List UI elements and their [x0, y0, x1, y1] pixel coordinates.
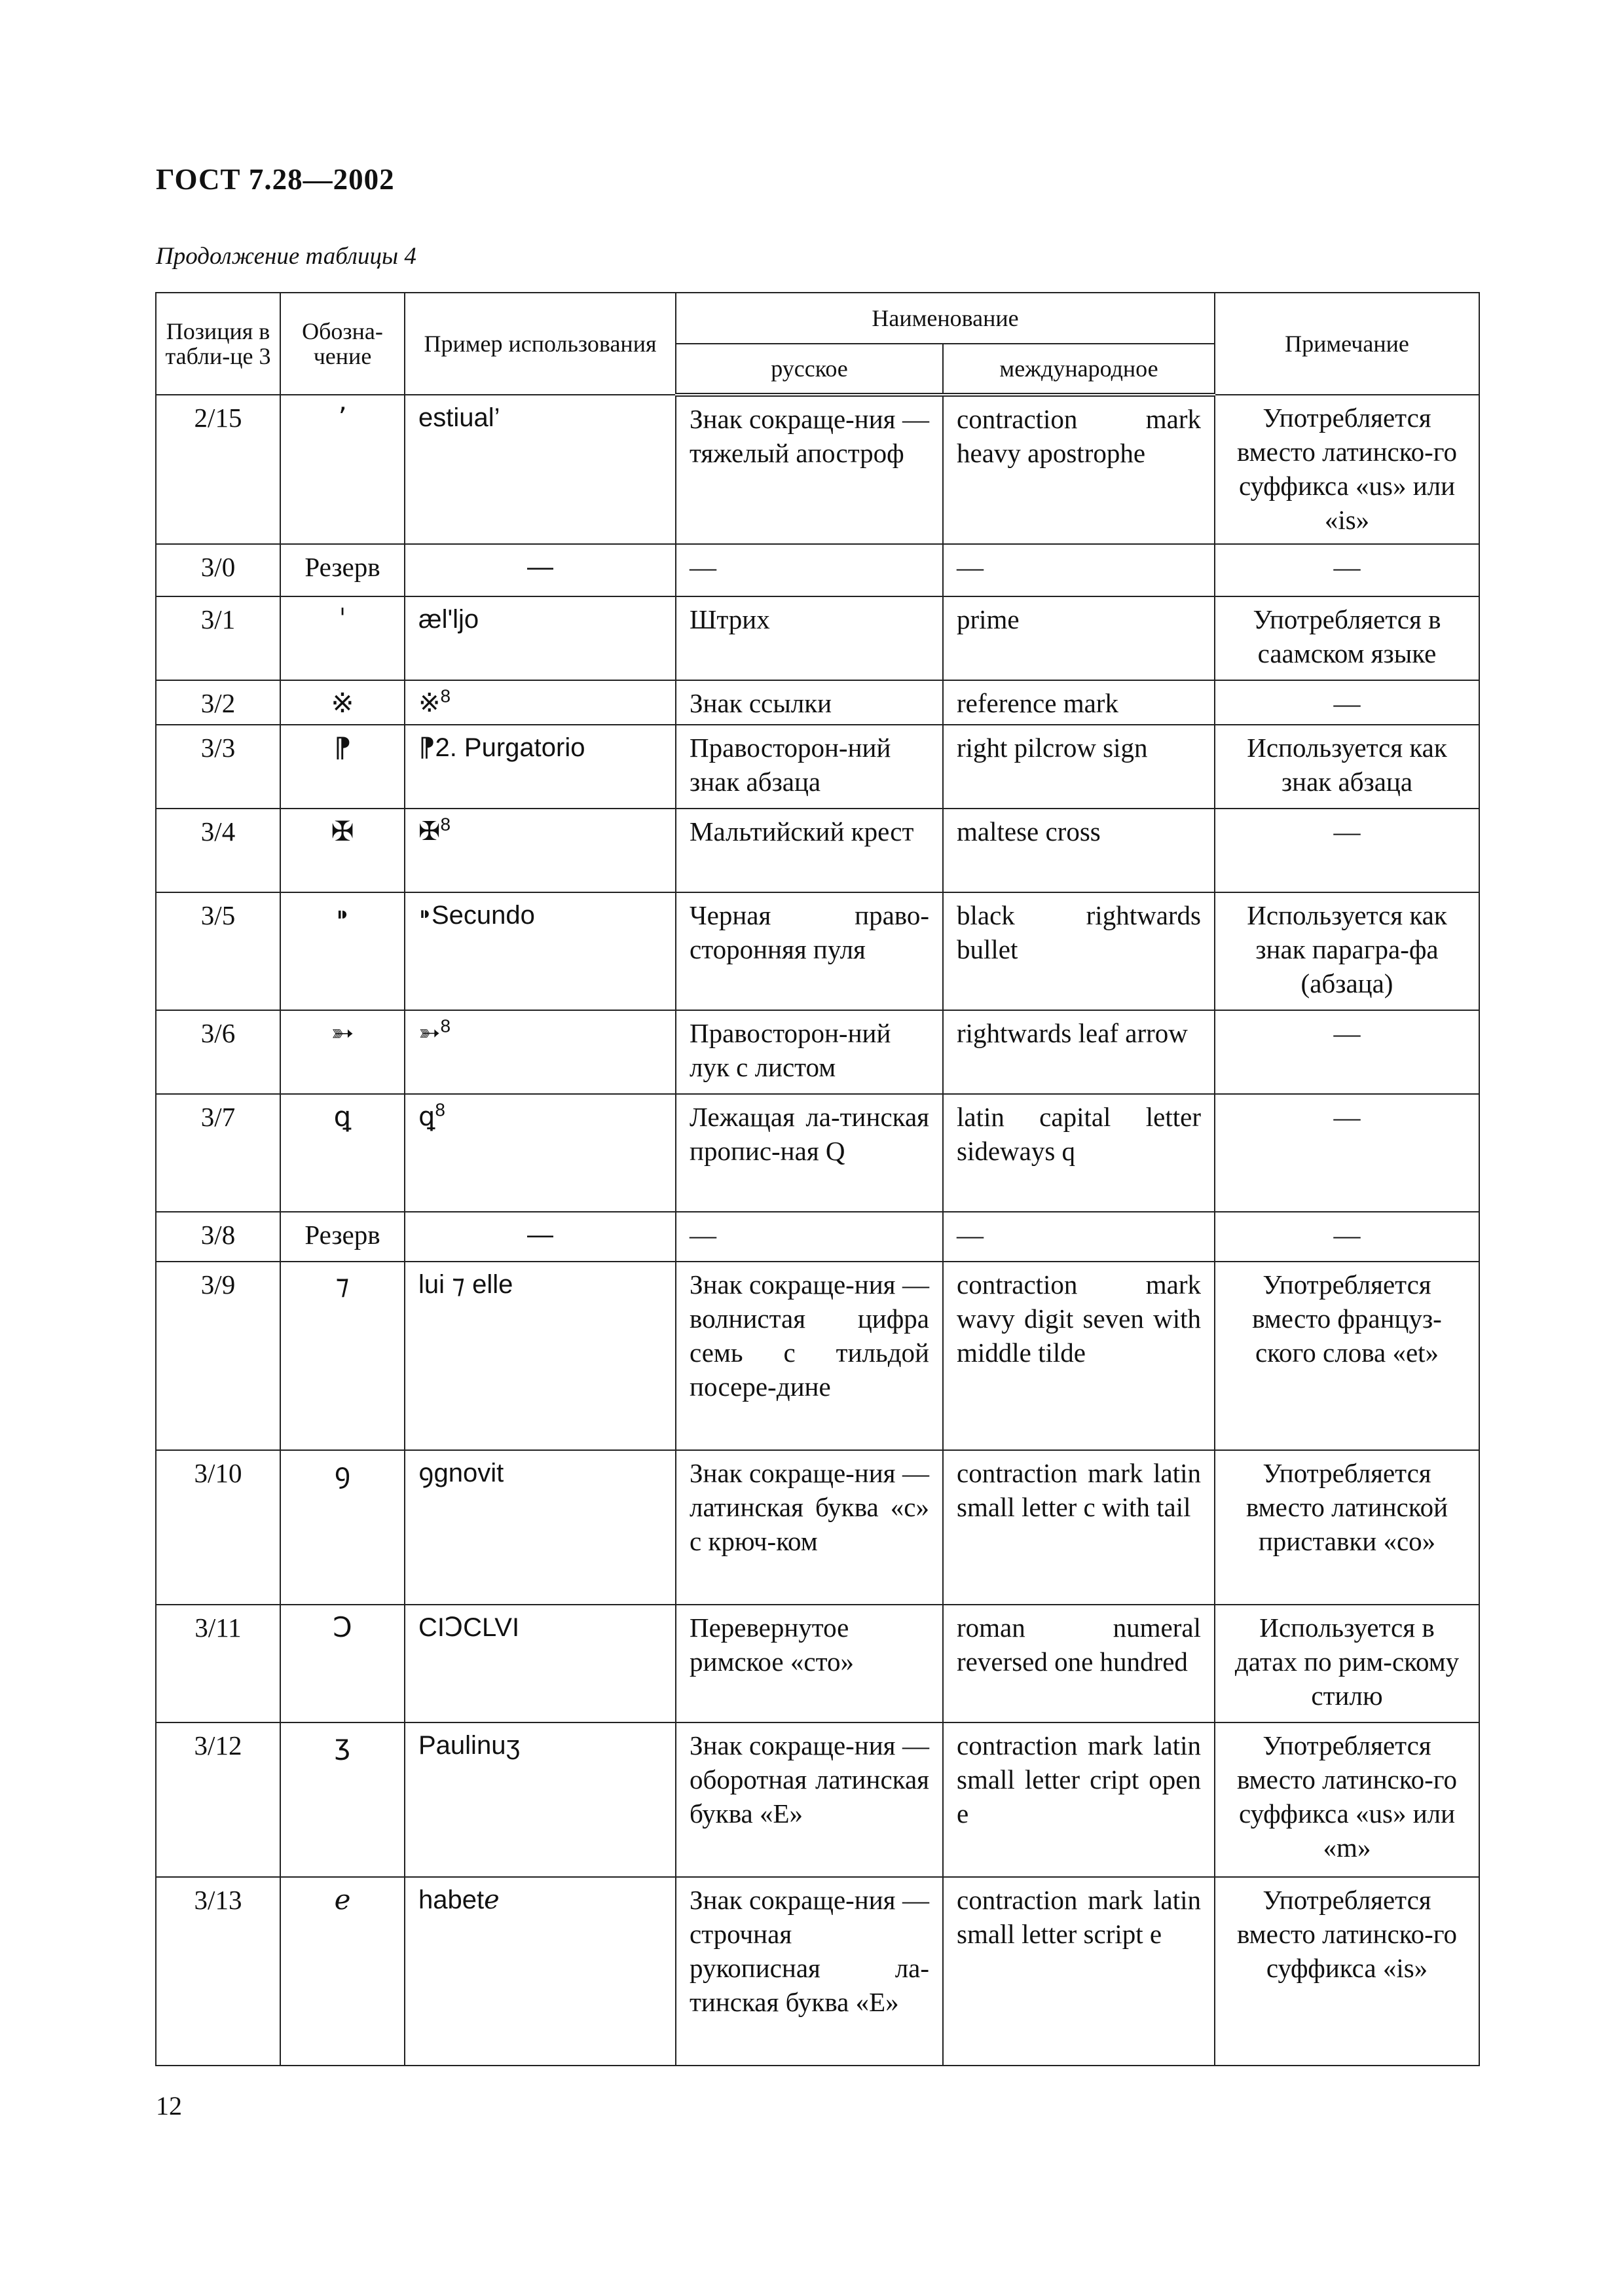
example-cell-text: —: [527, 553, 553, 581]
russian-name-cell-text: Знак сокраще-ния — волнистая цифра семь с тильдой посере-дине: [690, 1269, 929, 1402]
position-cell-text: 3/2: [200, 688, 236, 718]
footnote-reference: 8: [440, 685, 451, 706]
position-cell: [156, 1877, 280, 2066]
symbol-cell: [280, 1605, 405, 1722]
russian-name-cell-text: Перевернутое римское «сто»: [690, 1613, 854, 1677]
symbol-cell: [280, 892, 405, 1010]
position-cell-text: 3/11: [194, 1613, 242, 1643]
note-cell: [1215, 1605, 1479, 1722]
note-cell: [1215, 892, 1479, 1010]
position-cell-text: 3/6: [200, 1018, 236, 1048]
international-name-cell-text: maltese cross: [957, 816, 1101, 847]
note-cell-text: Употребляется вместо француз-ского слова «et»: [1252, 1269, 1442, 1368]
table-body: [156, 395, 1479, 2066]
position-cell-text: 3/5: [200, 900, 236, 930]
russian-name-cell-text: —: [690, 552, 716, 582]
international-name-cell: [943, 395, 1215, 544]
table-row: [156, 544, 1479, 596]
example-cell-text: ➳: [418, 1019, 441, 1048]
table-row: [156, 1010, 1479, 1094]
table-row: [156, 892, 1479, 1010]
international-name-cell: [943, 809, 1215, 892]
russian-name-cell: [676, 1877, 943, 2066]
note-cell-text: Употребляется вместо латинско-го суффикса «us» или «m»: [1236, 1730, 1458, 1863]
note-cell: [1215, 596, 1479, 680]
table-row: [156, 725, 1479, 809]
symbol-cell: [280, 1262, 405, 1450]
symbol-cell-text: ⁍: [335, 899, 350, 931]
russian-name-cell-text: Черная право-сторонняя пуля: [690, 900, 929, 964]
note-cell-text: Используется как знак паpагра-фа (абзаца): [1247, 900, 1447, 998]
russian-name-cell: [676, 1450, 943, 1605]
international-name-cell-text: rightwards leaf arrow: [957, 1018, 1188, 1048]
table-row: [156, 809, 1479, 892]
russian-name-cell: [676, 809, 943, 892]
note-cell: [1215, 1212, 1479, 1262]
symbol-cell: [280, 596, 405, 680]
symbol-cell-text: ℯ: [334, 1884, 351, 1916]
symbol-cell-text: ʼ: [338, 401, 347, 433]
table-row: [156, 596, 1479, 680]
table-row: [156, 1877, 1479, 2066]
symbol-cell-text: ✠: [331, 815, 354, 847]
international-name-cell-text: prime: [957, 604, 1020, 634]
table-caption: Продолжение таблицы 4: [156, 243, 416, 270]
russian-name-cell-text: Знак сокраще-ния — латинская буква «с» с крюч-ком: [690, 1458, 929, 1556]
russian-name-cell: [676, 1722, 943, 1877]
international-name-cell: [943, 596, 1215, 680]
header-name-group: Наименование: [676, 293, 1215, 344]
position-cell-text: 3/12: [194, 1730, 242, 1760]
position-cell: [156, 596, 280, 680]
russian-name-cell: [676, 1212, 943, 1262]
symbol-cell-text: Ↄ: [333, 1611, 352, 1643]
header-russian: русское: [676, 344, 943, 395]
international-name-cell: [943, 1262, 1215, 1450]
symbol-cell: [280, 544, 405, 596]
page-number: 12: [156, 2091, 182, 2121]
symbol-cell: [280, 680, 405, 725]
header-position: Позиция в табли-це 3: [156, 293, 280, 395]
position-cell: [156, 1094, 280, 1212]
symbol-cell-text: ⁊: [335, 1268, 350, 1300]
example-cell-text: —: [527, 1220, 553, 1249]
symbol-cell-text: ※: [331, 687, 354, 719]
international-name-cell-text: roman numeral reversed one hundred: [957, 1613, 1201, 1677]
russian-name-cell-text: Лежащая ла-тинская пропис-ная Q: [690, 1102, 929, 1166]
example-cell-text: ꝗ: [418, 1102, 435, 1131]
note-cell: [1215, 809, 1479, 892]
note-cell-text: —: [1333, 688, 1361, 718]
example-cell-text: ⁍Secundo: [418, 901, 535, 930]
international-name-cell-text: contraction mark latin small letter c with tail: [957, 1458, 1201, 1522]
note-cell: [1215, 1262, 1479, 1450]
position-cell-text: 3/1: [200, 604, 236, 634]
note-cell: [1215, 544, 1479, 596]
position-cell-text: 2/15: [194, 403, 242, 433]
example-cell-text: ⁋2. Purgatorio: [418, 733, 585, 762]
position-cell: [156, 1212, 280, 1262]
international-name-cell-text: right pilcrow sign: [957, 733, 1148, 763]
russian-name-cell: [676, 1262, 943, 1450]
note-cell-text: —: [1333, 1102, 1361, 1132]
note-cell-text: —: [1333, 1018, 1361, 1048]
example-cell-text: ※: [418, 689, 441, 718]
note-cell-text: —: [1333, 816, 1361, 847]
note-cell: [1215, 1094, 1479, 1212]
example-cell: [405, 596, 676, 680]
international-name-cell-text: latin capital letter sideways q: [957, 1102, 1201, 1166]
position-cell-text: 3/7: [200, 1102, 236, 1132]
example-cell: [405, 1605, 676, 1722]
table-row: [156, 680, 1479, 725]
example-cell-text: habetℯ: [418, 1886, 500, 1914]
international-name-cell-text: contraction mark wavy digit seven with middle tilde: [957, 1269, 1201, 1368]
position-cell: [156, 1605, 280, 1722]
example-cell-text: Paulinuʒ: [418, 1731, 521, 1760]
symbol-cell: [280, 725, 405, 809]
symbol-cell-text: Резерв: [304, 552, 380, 582]
note-cell: [1215, 1877, 1479, 2066]
example-cell: [405, 1877, 676, 2066]
note-cell: [1215, 1450, 1479, 1605]
russian-name-cell-text: Знак сокраще-ния — строчная рукописная ла-тинская буква «Е»: [690, 1885, 929, 2017]
position-cell: [156, 395, 280, 544]
example-cell: [405, 809, 676, 892]
example-cell: [405, 1212, 676, 1262]
international-name-cell: [943, 892, 1215, 1010]
russian-name-cell-text: Мальтийский крест: [690, 816, 914, 847]
position-cell: [156, 1450, 280, 1605]
position-cell: [156, 544, 280, 596]
international-name-cell-text: contraction mark heavy apostrophe: [957, 404, 1201, 468]
position-cell-text: 3/0: [200, 552, 236, 582]
symbol-cell-text: ꝗ: [333, 1101, 352, 1133]
example-cell-text: ꝯgnovit: [418, 1459, 504, 1487]
russian-name-cell: [676, 395, 943, 544]
symbol-cell: [280, 809, 405, 892]
header-example: Пример использования: [405, 293, 676, 395]
table-row: [156, 1450, 1479, 1605]
position-cell-text: 3/9: [200, 1269, 236, 1300]
symbol-cell: [280, 1094, 405, 1212]
symbol-cell: [280, 1010, 405, 1094]
note-cell-text: Употребляется вместо латинско-го суффикса «us» или «is»: [1236, 403, 1458, 535]
table-row: [156, 1262, 1479, 1450]
example-cell: [405, 1722, 676, 1877]
russian-name-cell: [676, 596, 943, 680]
table-row: [156, 395, 1479, 544]
note-cell-text: Употребляется вместо латинской приставки «со»: [1245, 1458, 1448, 1556]
header-symbol: Обозна-чение: [280, 293, 405, 395]
note-cell-text: Употребляется вместо латинско-го суффикса «is»: [1236, 1885, 1458, 1983]
symbol-cell-text: ʒ: [334, 1729, 351, 1761]
russian-name-cell: [676, 1605, 943, 1722]
symbol-cell-text: ꝯ: [334, 1457, 351, 1489]
symbol-cell: [280, 1212, 405, 1262]
example-cell-text: CIↃCLVI: [418, 1613, 520, 1642]
international-name-cell: [943, 1094, 1215, 1212]
russian-name-cell-text: Знак сокраще-ния — оборотная латинская буква «Е»: [690, 1730, 929, 1829]
document-code: ГОСТ 7.28—2002: [156, 163, 395, 196]
international-name-cell: [943, 544, 1215, 596]
footnote-reference: 8: [435, 1099, 445, 1120]
symbols-table: [155, 292, 1480, 2066]
symbol-cell: [280, 1450, 405, 1605]
russian-name-cell-text: Правосторон-ний знак абзаца: [690, 733, 891, 797]
note-cell: [1215, 395, 1479, 544]
note-cell: [1215, 725, 1479, 809]
international-name-cell: [943, 1605, 1215, 1722]
position-cell: [156, 809, 280, 892]
example-cell: [405, 892, 676, 1010]
note-cell-text: —: [1333, 552, 1361, 582]
symbol-cell-text: ˈ: [339, 603, 346, 635]
example-cell-text: lui ⁊ elle: [418, 1270, 513, 1299]
symbol-cell: [280, 1722, 405, 1877]
symbol-cell-text: Резерв: [304, 1220, 380, 1250]
position-cell-text: 3/8: [200, 1220, 236, 1250]
symbol-cell-text: ➳: [331, 1017, 354, 1049]
position-cell: [156, 1262, 280, 1450]
russian-name-cell: [676, 680, 943, 725]
table-header: [156, 293, 1479, 395]
russian-name-cell-text: Знак сокраще-ния — тяжелый апостроф: [690, 404, 929, 468]
example-cell: [405, 1450, 676, 1605]
note-cell: [1215, 1722, 1479, 1877]
international-name-cell: [943, 1877, 1215, 2066]
international-name-cell-text: —: [957, 552, 984, 582]
russian-name-cell: [676, 892, 943, 1010]
international-name-cell: [943, 1450, 1215, 1605]
russian-name-cell: [676, 544, 943, 596]
position-cell-text: 3/10: [194, 1458, 242, 1488]
russian-name-cell: [676, 1094, 943, 1212]
example-cell: [405, 395, 676, 544]
example-cell: [405, 680, 676, 725]
table-row: [156, 1212, 1479, 1262]
example-cell: [405, 544, 676, 596]
example-cell-text: ✠: [418, 817, 441, 846]
symbol-cell-text: ⁋: [333, 731, 352, 763]
position-cell-text: 3/13: [194, 1885, 242, 1915]
position-cell: [156, 725, 280, 809]
position-cell-text: 3/3: [200, 733, 236, 763]
note-cell-text: Используется как знак абзаца: [1247, 733, 1447, 797]
footnote-reference: 8: [440, 814, 451, 835]
russian-name-cell-text: Правосторон-ний лук с листом: [690, 1018, 891, 1082]
international-name-cell: [943, 725, 1215, 809]
example-cell-text: æl'ljo: [418, 605, 479, 634]
footnote-reference: 8: [440, 1015, 451, 1036]
russian-name-cell-text: Знак ссылки: [690, 688, 832, 718]
international-name-cell: [943, 1722, 1215, 1877]
note-cell-text: Используется в датах по рим-скому стилю: [1234, 1613, 1460, 1711]
international-name-cell-text: reference mark: [957, 688, 1118, 718]
note-cell-text: —: [1333, 1220, 1361, 1250]
international-name-cell: [943, 1010, 1215, 1094]
russian-name-cell-text: —: [690, 1220, 716, 1250]
note-cell: [1215, 1010, 1479, 1094]
symbol-cell: [280, 1877, 405, 2066]
example-cell: [405, 1262, 676, 1450]
example-cell-text: estiual’: [418, 403, 500, 432]
position-cell: [156, 892, 280, 1010]
russian-name-cell: [676, 1010, 943, 1094]
symbol-cell: [280, 395, 405, 544]
example-cell: [405, 1094, 676, 1212]
international-name-cell-text: —: [957, 1220, 984, 1250]
russian-name-cell: [676, 725, 943, 809]
header-note: Примечание: [1215, 293, 1479, 395]
example-cell: [405, 725, 676, 809]
international-name-cell: [943, 680, 1215, 725]
header-international: международное: [943, 344, 1215, 395]
position-cell: [156, 1010, 280, 1094]
russian-name-cell-text: Штрих: [690, 604, 770, 634]
table-row: [156, 1722, 1479, 1877]
international-name-cell-text: contraction mark latin small letter cript open e: [957, 1730, 1201, 1829]
international-name-cell-text: contraction mark latin small letter script e: [957, 1885, 1201, 1949]
position-cell: [156, 680, 280, 725]
position-cell-text: 3/4: [200, 816, 236, 847]
example-cell: [405, 1010, 676, 1094]
note-cell: [1215, 680, 1479, 725]
position-cell: [156, 1722, 280, 1877]
international-name-cell: [943, 1212, 1215, 1262]
table-row: [156, 1605, 1479, 1722]
international-name-cell-text: black rightwards bullet: [957, 900, 1201, 964]
note-cell-text: Употребляется в саамском языке: [1253, 604, 1441, 668]
table-row: [156, 1094, 1479, 1212]
